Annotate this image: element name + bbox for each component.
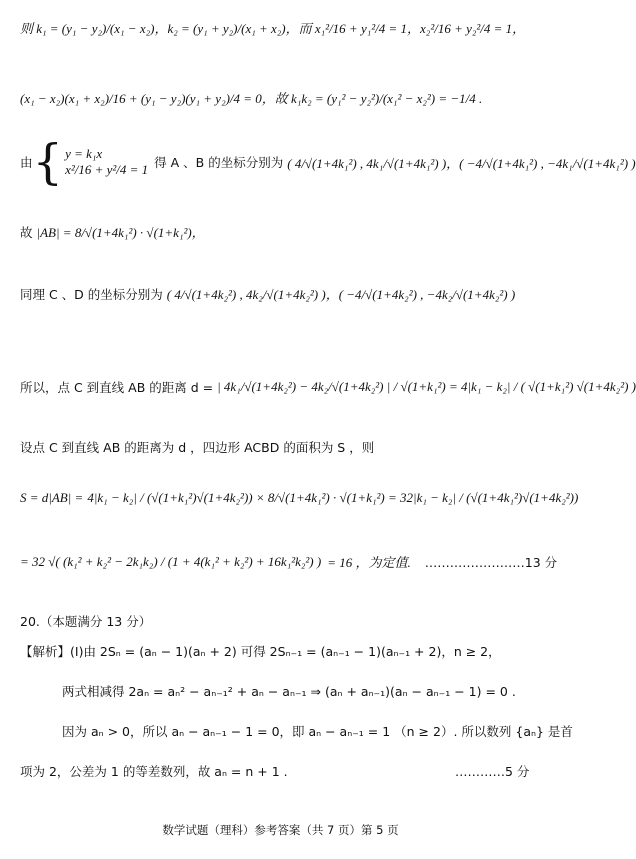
line-equation: y = k₁x <box>65 146 103 161</box>
slope-definitions: 则 k₁ = (y₁ − y₂)/(x₁ − x₂)，k₂ = (y₁ + y₂)/(x₁ + x₂)，而 x₁²/16 + y₁²/4 = 1，x₂²/16 + y₂²/4 = 1， <box>20 21 526 36</box>
q20-header-line <box>20 612 151 630</box>
area-prefix: S = d|AB| = <box>20 490 84 505</box>
q20-solution-b: 两式相减得 2aₙ = aₙ² − aₙ₋₁² + aₙ − aₙ₋₁ ⇒ (aₙ + aₙ₋₁)(aₙ − aₙ₋₁ − 1) = 0 . <box>62 684 516 699</box>
product-of-slopes: (x₁ − x₂)(x₁ + x₂)/16 + (y₁ − y₂)(y₁ + y₂)/4 = 0，故 k₁k₂ = (y₁² − y₂²)/(x₁² − x₂²) = −1/4 . <box>20 91 483 106</box>
q20-solution-a: 【解析】(Ⅰ)由 2Sₙ = (aₙ − 1)(aₙ + 2) 可得 2Sₙ₋₁ = (aₙ₋₁ − 1)(aₙ₋₁ + 2)，n ≥ 2， <box>20 644 501 659</box>
area-expression: 4|k₁ − k₂| / (√(1+k₁²)√(1+4k₂²)) × 8/√(1+4k₁²) · √(1+k₁²) = 32|k₁ − k₂| / (√(1+4k₁²)√(1+4k₂²)) <box>87 490 579 505</box>
q20-header: 20.（本题满分 13 分） <box>20 614 152 629</box>
distance-label: 所以，点 C 到直线 AB 的距离 d = <box>20 380 214 395</box>
q20-score-line <box>455 762 529 780</box>
coords-cd-line <box>20 284 515 303</box>
area-setup: 设点 C 到直线 AB 的距离为 d ，四边形 ACBD 的面积为 S ，则 <box>20 440 375 455</box>
ellipse-equation: x²/16 + y²/4 = 1 <box>65 162 149 177</box>
distance-line <box>20 378 636 396</box>
q20-line-d <box>20 762 288 780</box>
q20-solution-d: 项为 2，公差为 1 的等差数列，故 aₙ = n + 1 . <box>20 764 288 779</box>
score-13: ……………………13 分 <box>424 554 558 570</box>
ab-length-line <box>20 222 205 241</box>
q20-solution-c: 因为 aₙ > 0，所以 aₙ − aₙ₋₁ − 1 = 0，即 aₙ − aₙ₋₁ = 1 （n ≥ 2）. 所以数列 {aₙ} 是首 <box>62 724 573 739</box>
system-brace: { <box>32 134 64 190</box>
coords-cd-label: 同理 C 、D 的坐标分别为 <box>20 286 163 302</box>
coords-ab-label: 得 A 、B 的坐标分别为 <box>154 155 284 170</box>
constant-expression: = 32 √( (k₁² + k₂² − 2k₁k₂) / (1 + 4(k₁² + k₂²) + 16k₁²k₂²) ) <box>20 553 322 569</box>
score-5: …………5 分 <box>455 764 530 779</box>
coords-ab-values: ( 4/√(1+4k₁²) , 4k₁/√(1+4k₁²) )，( −4/√(1+4k₁²) , −4k₁/√(1+4k₁²) ) <box>287 155 636 171</box>
constant-result: = 16 ，为定值. <box>327 555 411 570</box>
prefix-you: 由 <box>20 155 33 170</box>
equation-line-1 <box>20 18 525 37</box>
q20-line-a <box>20 642 501 660</box>
ab-length: |AB| = 8/√(1+4k₁²) · √(1+k₁²)， <box>36 225 205 240</box>
area-formula-line <box>20 490 578 506</box>
q20-line-c <box>62 722 573 740</box>
system-equations <box>65 146 148 178</box>
equation-line-2 <box>20 88 482 107</box>
q20-line-b <box>62 682 516 700</box>
system-line <box>20 134 636 190</box>
page-footer: 数学试题（理科）参考答案（共 7 页）第 5 页 <box>162 823 399 837</box>
constant-line <box>20 552 557 571</box>
area-setup-line <box>20 438 374 456</box>
distance-formula: | 4k₁/√(1+4k₂²) − 4k₂/√(1+4k₂²) | / √(1+k₁²) = 4|k₁ − k₂| / ( √(1+k₁²) √(1+4k₂²) ) <box>217 379 636 394</box>
coords-cd-values: ( 4/√(1+4k₂²) , 4k₂/√(1+4k₂²) )，( −4/√(1+4k₂²) , −4k₂/√(1+4k₂²) ) <box>166 287 516 302</box>
prefix-gu: 故 <box>20 224 33 240</box>
